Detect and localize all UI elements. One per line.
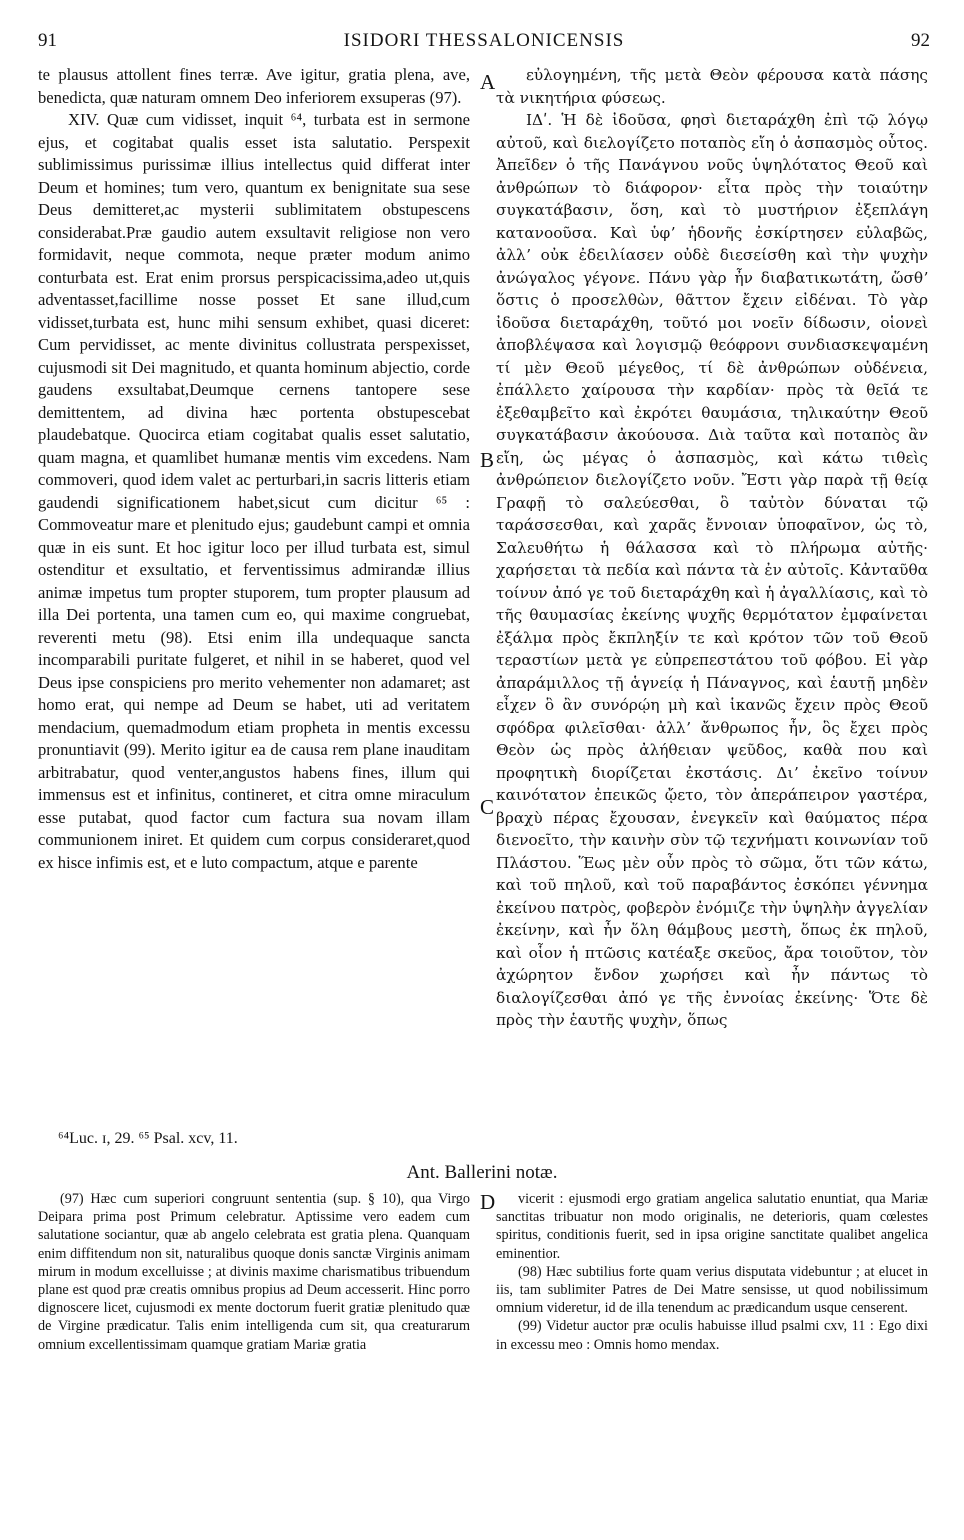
note-paragraph: (98) Hæc subtilius forte quam verius disputata videbuntur ; at elucet in iis, tam sublimiter Patres de Dei Matre sensisse, ut quod nobilissimum omnium videretur, id de illa tenendum ac prædicandum usque censerent.: [496, 1263, 928, 1317]
running-title: ISIDORI THESSALONICENSIS: [343, 30, 625, 51]
latin-paragraph: te plausus attollent fines terræ. Ave igitur, gratia plena, ave, benedicta, quæ naturam omnem Deo inferiorem exsuperas (97).: [38, 65, 470, 107]
note-paragraph: (99) Videtur auctor præ oculis habuisse illud psalmi cxv, 11 : Ego dixi in excessu meo : Omnis homo mendax.: [496, 1318, 928, 1353]
notes-left-column: [38, 1190, 470, 1354]
page-header: [38, 22, 930, 62]
page-number-left: 91: [38, 30, 57, 51]
notes-right-column: [496, 1190, 928, 1354]
note-paragraph: (97) Hæc cum superiori congruunt sententia (sup. § 10), qua Virgo Deipara prima post Primum celebratur. Aptissime vero eadem cum salutatione sociantur, quæ ab angelo celebrata est gratia plena. Quanquam enim diffitendum non sit, naturalibus quoque donis sanctæ Virginis animam mirum in modum excelluisse ; at divinis maxime charismatibus tribuendum plane est quod præ creatis omnibus propius ad Deum accesserit. Hinc porro dignoscere licet, cujusmodi ex mente doctorum fuerit gratiæ plenitudo quæ de Virgine prædicatur. Talis enim intelligenda cum sit, qua creaturarum omnium excellentissimam quamque gratiam Mariæ gratia: [38, 1191, 470, 1353]
greek-paragraph: εὐλογημένη, τῆς μετὰ Θεὸν φέρουσα κατὰ πάσης τὰ νικητήρια φύσεως.: [496, 66, 928, 107]
footnote-references: ⁶⁴Luc. ɪ, 29. ⁶⁵ Psal. xcv, 11.: [58, 1130, 238, 1147]
margin-marker-c: C: [480, 795, 495, 819]
margin-marker-d: D: [480, 1190, 496, 1214]
margin-marker-a: A: [480, 70, 496, 94]
latin-column: [38, 64, 470, 874]
page-number-right: 92: [911, 30, 930, 51]
latin-paragraph: XIV. Quæ cum vidisset, inquit ⁶⁴, turbata est in sermone ejus, et cogitabat qualis esset ista salutatio. Perspexit sublimissimus purissimæ illius intellectus quid differat inter Deum et homines; tum vero, quantum ex benignitate sua sese Deus demitteret,ac mysterii sublimitatem obstupescens considerabat.Præ gaudio autem exsultavit religiose non vero formidavit, neque commota, neque præter modum animo conturbata est. Erat enim prorsus perspicacissima,adeo ut,quis adventasset,facillime nosse posset Et sane illud,cum vidisset,turbata est, hunc mihi sensum exhibet, quasi diceret: Cum pervidisset, ac mente divinitus collustrata perspexisset, cujusmodi sit Dei magnitudo, et quanta hominum abjectio, corde gaudens exsultabat,Deumque cernens tantopere sese demittentem, ad divina hæc portenta obstupescebat plaudebatque. Quocirca etiam cogitabat qualis esset salutatio, quam magna, et quamlibet humanæ mentis vim excedens. Nam commoveri, quod idem valet ac perturbari,in sacris litteris etiam gaudendi significationem habet,sicut cum dicitur ⁶⁵ : Commoveatur mare et plenitudo ejus; gaudebunt campi et omnia quæ in eis sunt. Et hoc igitur loco per illud turbata est, simul ostenditur et exsultatio, et ferventissimus admirandæ illius animæ impetus tum propter stuporem, tum propter plausum ad illa Dei portenta, una tamen cum eo, qui maxime congruebat, reverenti metu (98). Etsi enim illa undequaque sancta incomparabili puritate fulgeret, et nihil in se haberet, quod vel Deus ipse conspiciens pro merito vehementer non adamaret; ast homo erat, qui nempe ad Deum se habet, uti ad veritatem mendacium, quemadmodum etiam propheta in mentis excessu pronuntiavit (99). Merito igitur ea de causa rem plane inauditam arbitrabatur, quod venter,angustos habens fines, illum qui immensus est et infinitus, contineret, et citra omne miraculum esse putabat, quod factor cum factura sua novam illam communionem iniret. Et quidem cum corpus consideraret,quod ex hisce infimis est, et e luto compactum, atque e parente: [38, 110, 470, 872]
greek-paragraph: ΙΔʹ. Ἡ δὲ ἰδοῦσα, φησὶ διεταράχθη ἐπὶ τῷ λόγῳ αὐτοῦ, καὶ διελογίζετο ποταπὸς εἴη ὁ ἀσπασμὸς οὗτος. Ἀπεῖδεν ὁ τῆς Πανάγνου νοῦς ὑψηλότατος Θεοῦ καὶ ἀνθρώπων τὸ διάφορον· εἶτα πρὸς τὴν τοιαύτην συγκατάβασιν, ὅση, καὶ τὸ μυστήριον ἐξεπλάγη κατανοοῦσα. Καὶ ὑφʼ ἡδονῆς ἐσκίρτησεν εὐλαβῶς, ἀλλʼ οὐκ ἐδειλίασεν οὐδὲ διεσείσθη καὶ τὴν ψυχὴν ἀνώγαλος γέγονε. Πάνυ γὰρ ἦν διαβατικωτάτη, ὥσθʼ ὅστις ὁ προσελθὼν, θᾶττον ἔχειν εἰδέναι. Τὸ γὰρ ἰδοῦσα διεταράχθη, τοῦτό μοι νοεῖν δίδωσιν, οἱονεὶ ἀποβλέψασα καὶ λογισμῷ θεόφρονι συνδιασκεψαμένη τί μὲν Θεοῦ μέγεθος, τί δὲ ἀνθρώπων οὐδένεια, ἐπάλλετο χαίρουσα τὴν καρδίαν· πρὸς τὰ θεῖά τε ἐξεθαμβεῖτο καὶ ἐκρότει θαυμάσια, τηλικαύτην Θεοῦ συγκατάβασιν ἀκούουσα. Διὰ ταῦτα καὶ ποταπὸς ἂν εἴη, ὡς μέγας ὁ ἀσπασμὸς, καὶ κάτω τιθεὶς ἀνθρώπειον διελογίζετο νοῦν. Ἔστι γὰρ παρὰ τῇ θείᾳ Γραφῇ τὸ σαλεύεσθαι, ὃ ταὐτὸν δύναται τῷ ταράσσεσθαι, καὶ χαρᾶς ἔννοιαν ὑποφαῖνον, ὡς τὸ, Σαλευθήτω ἡ θάλασσα καὶ τὸ πλήρωμα αὐτῆς· χαρήσεται τὰ πεδία καὶ πάντα τὰ ἐν αὐτοῖς. Κἀνταῦθα τοίνυν ἀπό γε τοῦ διεταράχθη καὶ ἡ ἀγαλλίασις, καὶ τὸ τῆς θαυμασίας ἐκείνης ψυχῆς θερμότατον ἐμφαίνεται ἐξάλμα πρὸς ἔκπληξίν τε καὶ κρότον τῶν τοῦ Θεοῦ τεραστίων μετὰ γε εὐπρεπεστάτου τοῦ φόβου. Εἰ γὰρ ἀπαράμιλλος τῇ ἁγνείᾳ ἡ Πάναγνος, καὶ ἑαυτῇ μηδὲν εἶχεν ὃ ἂν συνόρῴη μὴ καὶ ἱκανῶς ἔχειν πρὸς Θεοῦ σφόδρα φιλεῖσθαι· ἀλλʼ ἄνθρωπος ἦν, ὃς ἔχει πρὸς Θεὸν ὡς πρὸς ἀλήθειαν ψεῦδος, καθὰ που καὶ προφητικὴ διορίζεται ἐκστάσις. Διʼ ἐκεῖνο τοίνυν καινότατον ἐπεικῶς ᾤετο, τὸν ἀπεράπειρον γαστέρα, βραχὺ πέρας ἔχουσαν, ἐνεγκεῖν καὶ θαύματος πέρα διενοεῖτο, τὴν καινὴν σὺν τῷ τεχνήματι κοινωνίαν τοῦ Πλάστου. Ἕως μὲν οὖν πρὸς τὸ σῶμα, ὅτι τῶν κάτω, καὶ τοῦ πηλοῦ, καὶ τοῦ παραβάντος ἐσκόπει γέννημα ἐκείνου πατρὸς, φοβερὸν ἐνόμιζε τὴν ὑψηλὴν ἀγγελίαν ἐκείνην, καὶ ἦν ὅλη θάμβους μεστὴ, ὅπως ἐκ πηλοῦ, καὶ οἷον ἡ πτῶσις κατέαξε σκεῦος, ἄρα τοιοῦτον, τὸν ἀχώρητον ἔνδον χωρήσει καὶ ἦν πάντως τὸ διαλογίζεσθαι ἀπό γε τῆς ἐννοίας ἐκείνης· Ὅτε δὲ πρὸς τὴν ἑαυτῆς ψυχὴν, ὅπως: [496, 111, 928, 1029]
notes-heading: Ant. Ballerini notæ.: [406, 1162, 558, 1183]
note-paragraph: vicerit : ejusmodi ergo gratiam angelica salutatio enuntiat, qua Mariæ sanctitas tribuatur non modo originalis, ne deterioris, quam cœlestes spiritus, conditionis fuerit, sed in ipsa origine sanctitate qualibet angelica eminentior.: [496, 1191, 928, 1262]
margin-marker-b: B: [480, 448, 495, 472]
greek-column: [496, 64, 928, 1032]
